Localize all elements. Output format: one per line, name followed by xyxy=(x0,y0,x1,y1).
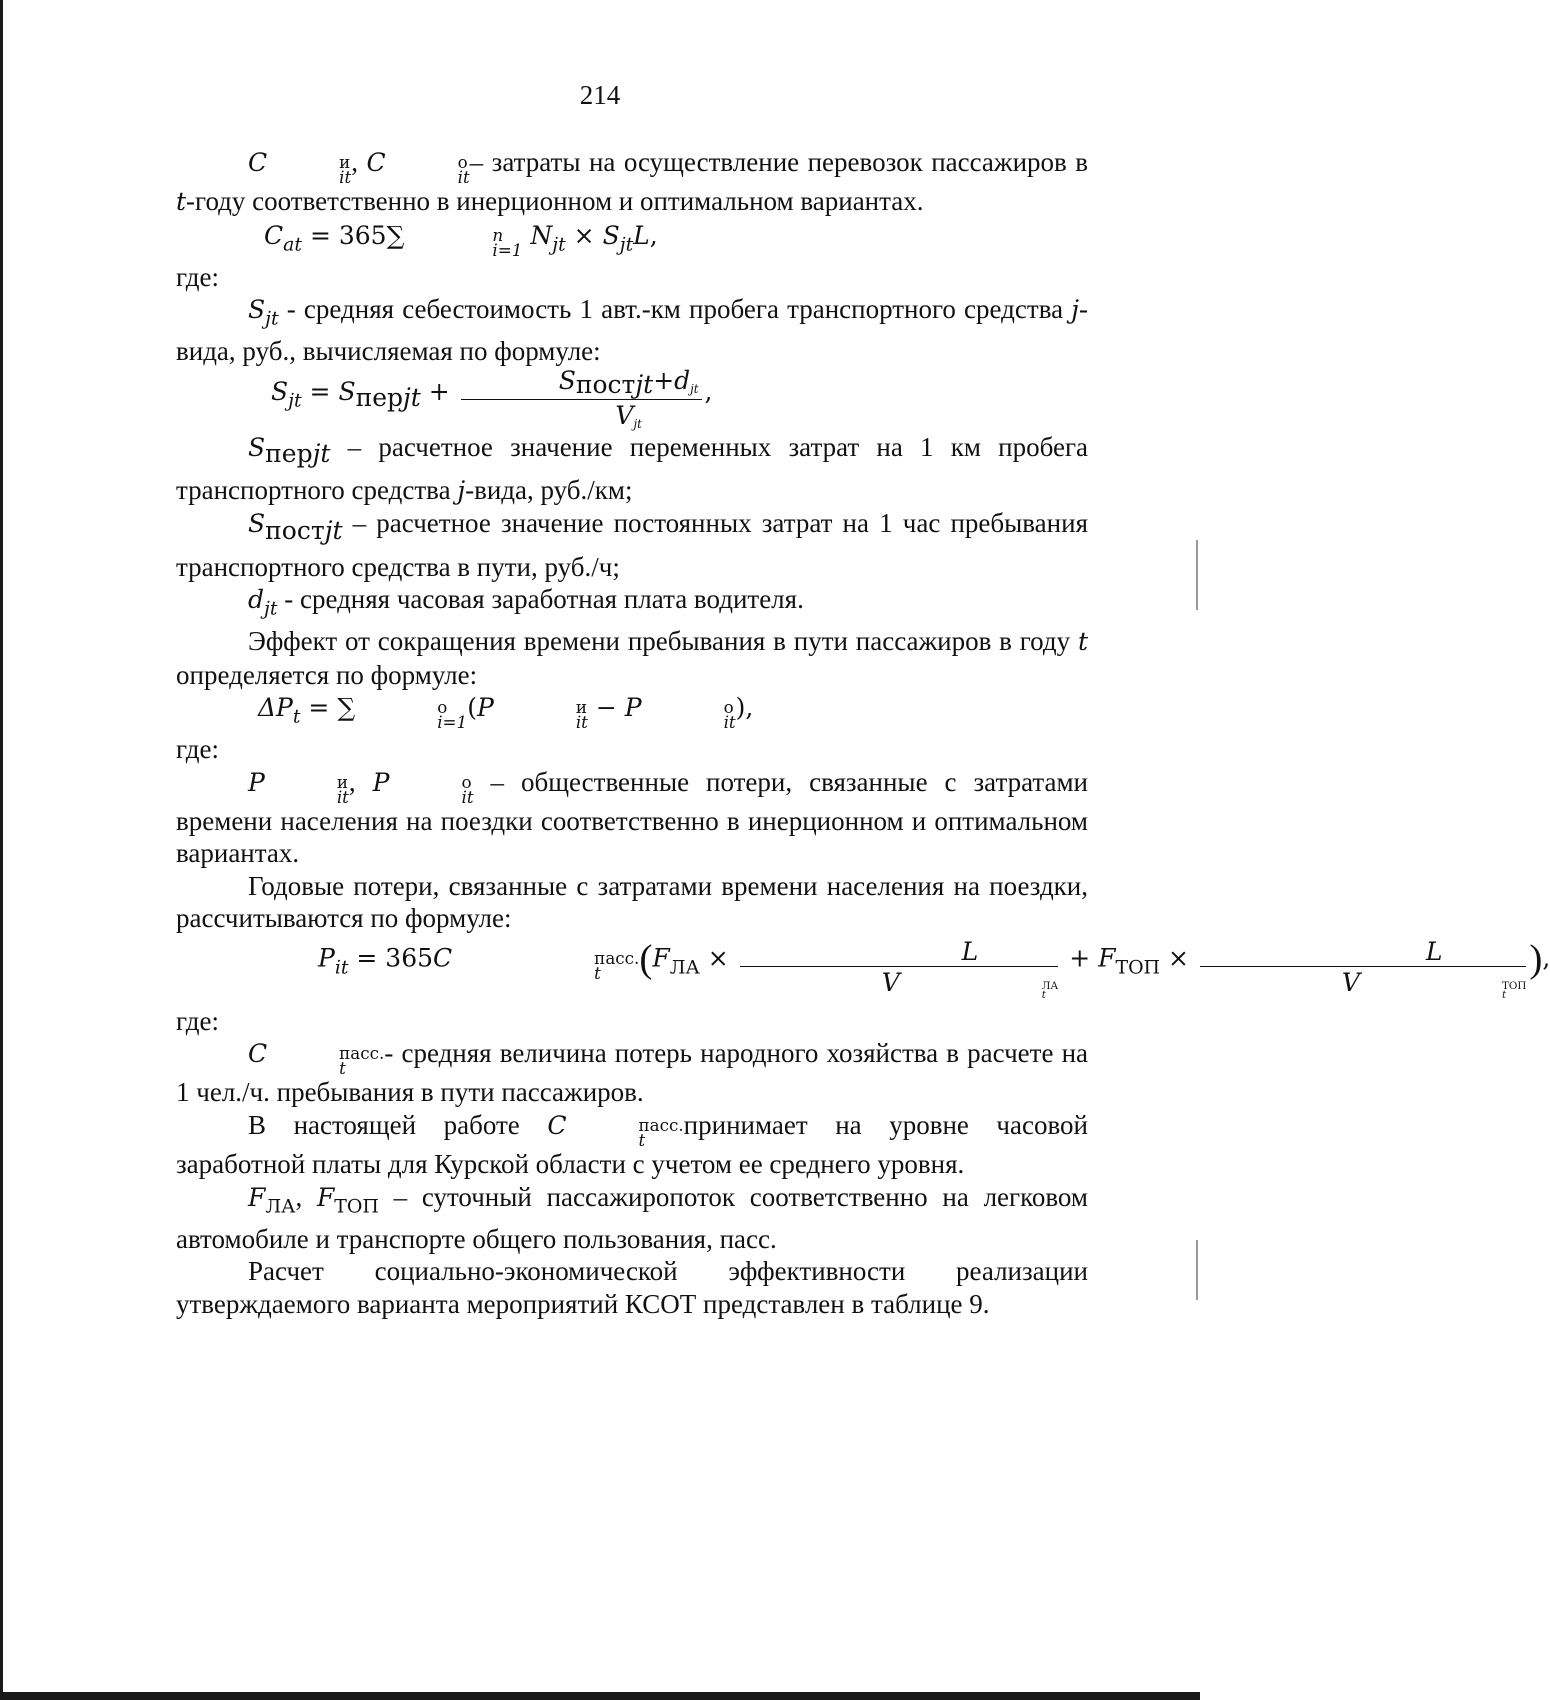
paragraph-driver-wage: $d_{jt}$ - средняя часовая заработная плата водителя. xyxy=(248,584,804,620)
scan-speck xyxy=(1196,1240,1198,1300)
paragraph-social-losses: P и it , P о it – общественные потери, связанные с затратами времени населения на поездки соответственно в инерционном и оптимальном вариантах. xyxy=(176,766,1089,869)
paragraph-variable-cost: $S_{перjt}$ – расчетное значение переменных затрат на 1 км пробега транспортного средства j-вида, руб./км; xyxy=(176,431,1088,505)
math-symbol: C xyxy=(366,148,386,177)
scan-bottom-border xyxy=(0,1692,1200,1700)
paragraph-annual-losses: Годовые потери, связанные с затратами времени населения на поездки, рассчитываются по формуле: xyxy=(176,870,1088,934)
scan-speck xyxy=(1196,540,1198,610)
where-label: где: xyxy=(176,1005,219,1036)
formula-annual-cost: $C_{at} = 365\sum$ n i=1 $N_{jt} \times S_{jt}L$, xyxy=(264,220,658,260)
fraction: L V ЛА t xyxy=(740,939,1059,1001)
paragraph-passenger-flow: $F_{ЛА}$, $F_{ТОП}$ – суточный пассажиропоток соответственно на легковом автомобиле и транспорте общего пользования, пасс. xyxy=(176,1181,1089,1254)
paragraph-table-reference: Расчет социально-экономической эффективности реализации утверждаемого варианта мероприятий КСОТ представлен в таблице 9. xyxy=(176,1256,1088,1319)
formula-unit-cost: $S_{jt} = S_{перjt}$ + $\frac{S_{постjt}+d_{jt}}{V_{jt}}$ , xyxy=(271,365,713,432)
fraction: $\frac{S_{постjt}+d_{jt}}{V_{jt}}$ xyxy=(461,368,702,431)
math-symbol: C xyxy=(248,148,268,177)
where-label: где: xyxy=(176,261,219,292)
math-script: и it xyxy=(339,152,352,188)
fraction: L V ТОП t xyxy=(1200,939,1527,1001)
paragraph-time-effect: Эффект от сокращения времени пребывания в пути пассажиров в году t определяется по формуле: xyxy=(176,626,1088,690)
paragraph-unit-cost: $S_{jt}$ - средняя себестоимость 1 авт.-км пробега транспортного средства j-вида, руб., вычисляемая по формуле: xyxy=(176,294,1088,367)
paragraph-loss-rate: C пасс. t - средняя величина потерь народного хозяйства в расчете на 1 чел./ч. пребывания в пути пассажиров. xyxy=(176,1038,1088,1108)
formula-annual-losses: $P_{it} = 365C$ пасс. t ($F_{ЛА}$ × L V ЛА t + $F_{ТОП}$ × L V ТОП t ), xyxy=(318,936,1550,1002)
paragraph-cost-definition: C и it , C о it – затраты на осуществление перевозок пассажиров в t-году соответственно в инерционном и оптимальном вариантах. xyxy=(176,147,1088,217)
formula-time-effect: $\Delta P_t$ = ∑ о i=1 (P и it − P о it ), xyxy=(258,693,754,733)
scan-left-border xyxy=(0,0,3,1700)
paragraph-fixed-cost: $S_{постjt}$ – расчетное значение постоянных затрат на 1 час пребывания транспортного средства в пути, руб./ч; xyxy=(176,508,1088,582)
document-body xyxy=(176,146,1550,1320)
paragraph-wage-basis: В настоящей работе C пасс. t принимает на уровне часовой заработной платы для Курской области с учетом ее среднего уровня. xyxy=(176,1109,1088,1180)
math-script: о it xyxy=(457,152,470,188)
where-label: где: xyxy=(176,734,219,765)
page-number: 214 xyxy=(579,80,621,110)
